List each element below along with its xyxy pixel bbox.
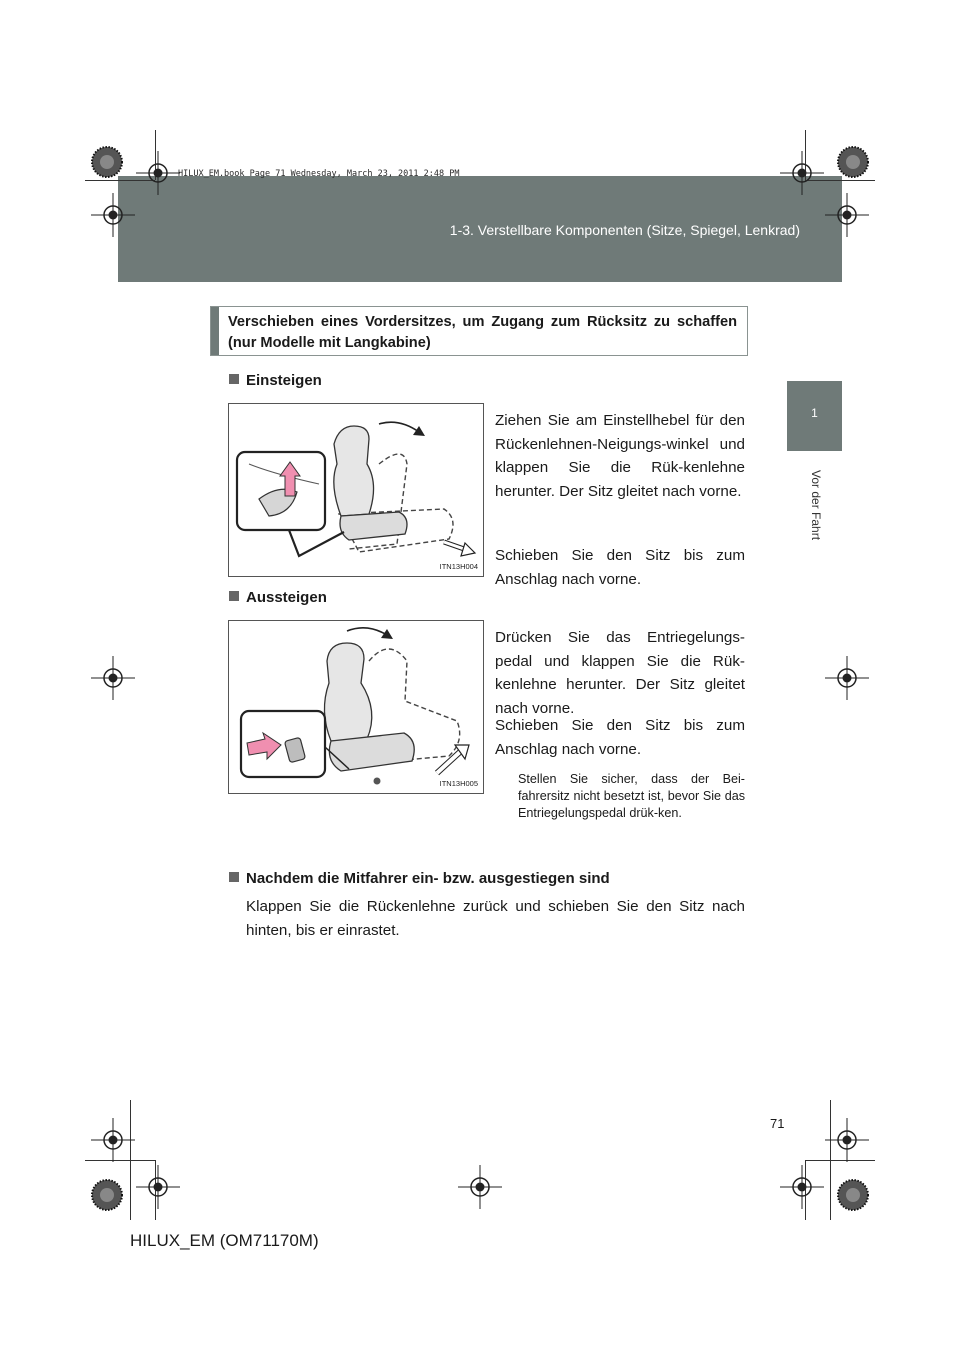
color-bar-wheel-icon — [838, 1180, 868, 1210]
registration-mark-icon — [136, 151, 180, 195]
aussteigen-note: Stellen Sie sicher, dass der Bei-fahrersitz nicht besetzt ist, bevor Sie das Entriegelungspedal drük-ken. — [518, 772, 745, 820]
color-bar-wheel-icon — [838, 147, 868, 177]
registration-mark-icon — [136, 1165, 180, 1209]
registration-mark-icon — [91, 656, 135, 700]
registration-mark-icon — [825, 1118, 869, 1162]
footer-model: HILUX_EM (OM71170M) — [130, 1231, 319, 1250]
aussteigen-paragraph-1: Drücken Sie das Entriegelungs-pedal und klappen Sie die Rük-kenlehne herunter. Der Sitz gleitet nach vorne. — [495, 629, 745, 717]
side-tab-label-text: Vor der Fahrt — [809, 470, 823, 541]
figure-code: ITN13H004 — [439, 562, 478, 571]
registration-mark-icon — [825, 193, 869, 237]
page-number: 71 — [770, 1116, 785, 1131]
registration-mark-icon — [91, 193, 135, 237]
chapter-title: 1-3. Verstellbare Komponenten (Sitze, Spiegel, Lenkrad) — [449, 222, 800, 238]
side-tab-number: 1 — [811, 406, 818, 420]
registration-mark-icon — [91, 1118, 135, 1162]
nachdem-heading-text: Nachdem die Mitfahrer ein- bzw. ausgestiegen sind — [246, 870, 610, 887]
registration-mark-icon — [780, 1165, 824, 1209]
figure-code: ITN13H005 — [439, 779, 478, 788]
registration-mark-icon — [825, 656, 869, 700]
aussteigen-paragraph-2: Schieben Sie den Sitz bis zum Anschlag nach vorne. — [495, 717, 745, 758]
aussteigen-heading-text: Aussteigen — [246, 589, 327, 606]
color-bar-wheel-icon — [92, 1180, 122, 1210]
einsteigen-paragraph-2: Schieben Sie den Sitz bis zum Anschlag nach vorne. — [495, 547, 745, 588]
registration-mark-icon — [458, 1165, 502, 1209]
book-info: HILUX_EM.book Page 71 Wednesday, March 23, 2011 2:48 PM — [178, 169, 460, 179]
color-bar-wheel-icon — [92, 147, 122, 177]
registration-mark-icon — [780, 151, 824, 195]
nachdem-paragraph: Klappen Sie die Rückenlehne zurück und schieben Sie den Sitz nach hinten, bis er einrastet. — [246, 898, 745, 939]
einsteigen-heading-text: Einsteigen — [246, 372, 322, 389]
einsteigen-paragraph-1: Ziehen Sie am Einstellhebel für den Rückenlehnen-Neigungs-winkel und klappen Sie die Rük-kenlehne herunter. Der Sitz gleitet nach vorne. — [495, 412, 745, 500]
section-title: Verschieben eines Vordersitzes, um Zugang zum Rücksitz zu schaffen (nur Modelle mit Langkabine) — [228, 314, 737, 351]
